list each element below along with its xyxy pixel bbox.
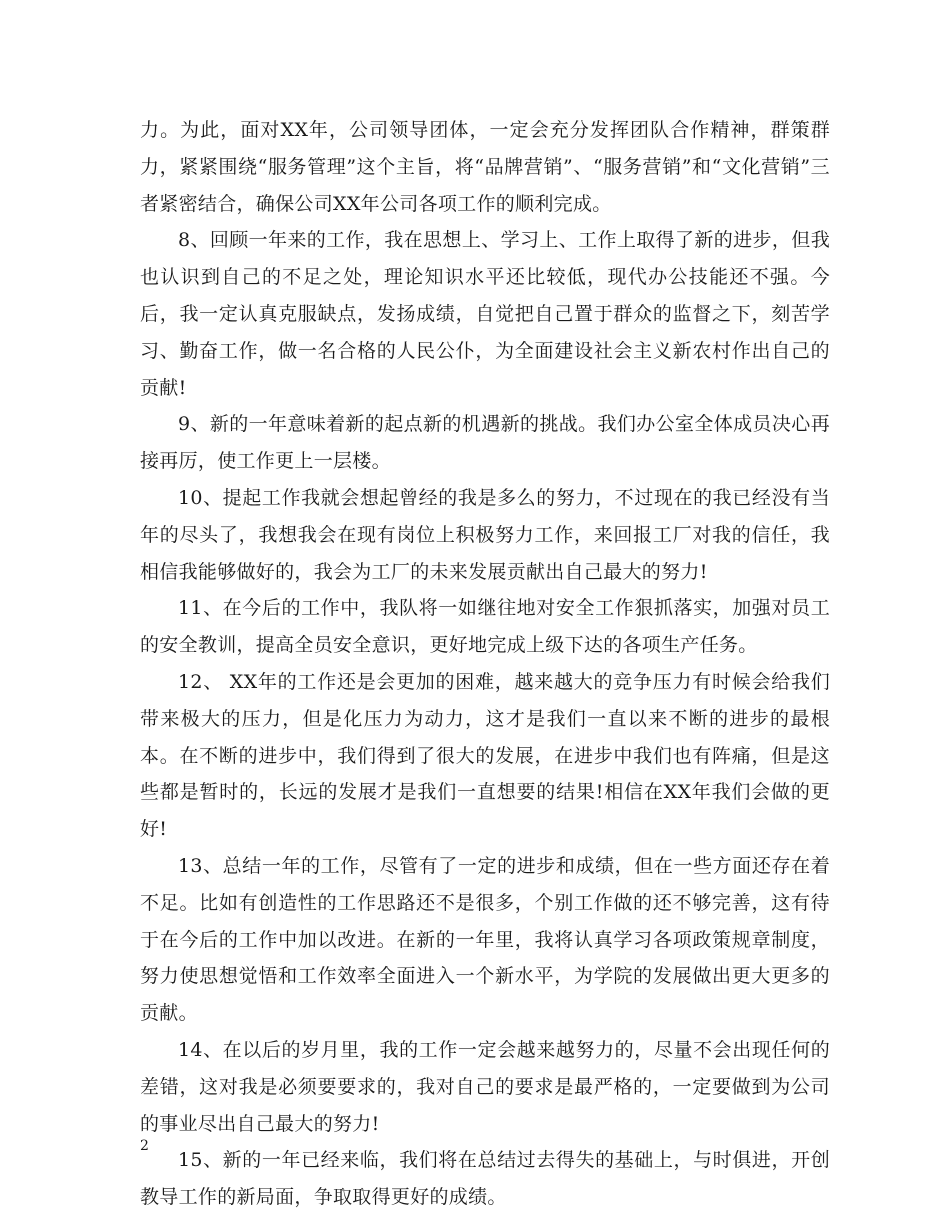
paragraph-item-11: 11、在今后的工作中，我队将一如继往地对安全工作狠抓落实，加强对员工的安全教训，提高全员安全意识，更好地完成上级下达的各项生产任务。 <box>140 597 830 657</box>
paragraph-item-8: 8、回顾一年来的工作，我在思想上、学习上、工作上取得了新的进步，但我也认识到自己的不足之处，理论知识水平还比较低，现代办公技能还不强。今后，我一定认真克服缺点，发扬成绩，自觉把自己置于群众的监督之下，刻苦学习、勤奋工作，做一名合格的人民公仆，为全面建设社会主义新农村作出自己的贡献! <box>140 229 830 399</box>
paragraph-item-14: 14、在以后的岁月里，我的工作一定会越来越努力的，尽量不会出现任何的差错，这对我是必须要要求的，我对自己的要求是最严格的，一定要做到为公司的事业尽出自己最大的努力! <box>140 1038 830 1135</box>
paragraph-continuation: 力。为此，面对XX年，公司领导团体，一定会充分发挥团队合作精神，群策群力，紧紧围绕“服务管理”这个主旨，将“品牌营销”、“服务营销”和“文化营销”三者紧密结合，确保公司XX年公司各项工作的顺利完成。 <box>140 119 830 215</box>
paragraph-item-10: 10、提起工作我就会想起曾经的我是多么的努力，不过现在的我已经没有当年的尽头了，我想我会在现有岗位上积极努力工作，来回报工厂对我的信任，我相信我能够做好的，我会为工厂的未来发展贡献出自己最大的努力! <box>140 486 830 583</box>
paragraph-item-12: 12、 XX年的工作还是会更加的困难，越来越大的竞争压力有时候会给我们带来极大的压力，但是化压力为动力，这才是我们一直以来不断的进步的最根本。在不断的进步中，我们得到了很大的发展，在进步中我们也有阵痛，但是这些都是暂时的，长远的发展才是我们一直想要的结果!相信在XX年我们会做的更好! <box>140 670 830 841</box>
page-number: 2 <box>140 1138 149 1154</box>
paragraph-item-13: 13、总结一年的工作，尽管有了一定的进步和成绩，但在一些方面还存在着不足。比如有创造性的工作思路还不是很多，个别工作做的还不够完善，这有待于在今后的工作中加以改进。在新的一年里，我将认真学习各项政策规章制度，努力使思想觉悟和工作效率全面进入一个新水平，为学院的发展做出更大更多的贡献。 <box>140 854 830 1025</box>
paragraph-item-15: 15、新的一年已经来临，我们将在总结过去得失的基础上，与时俱进，开创教导工作的新局面，争取取得更好的成绩。 <box>140 1149 830 1209</box>
paragraph-item-9: 9、新的一年意味着新的起点新的机遇新的挑战。我们办公室全体成员决心再接再厉，使工作更上一层楼。 <box>140 413 830 473</box>
document-body <box>140 112 830 1216</box>
